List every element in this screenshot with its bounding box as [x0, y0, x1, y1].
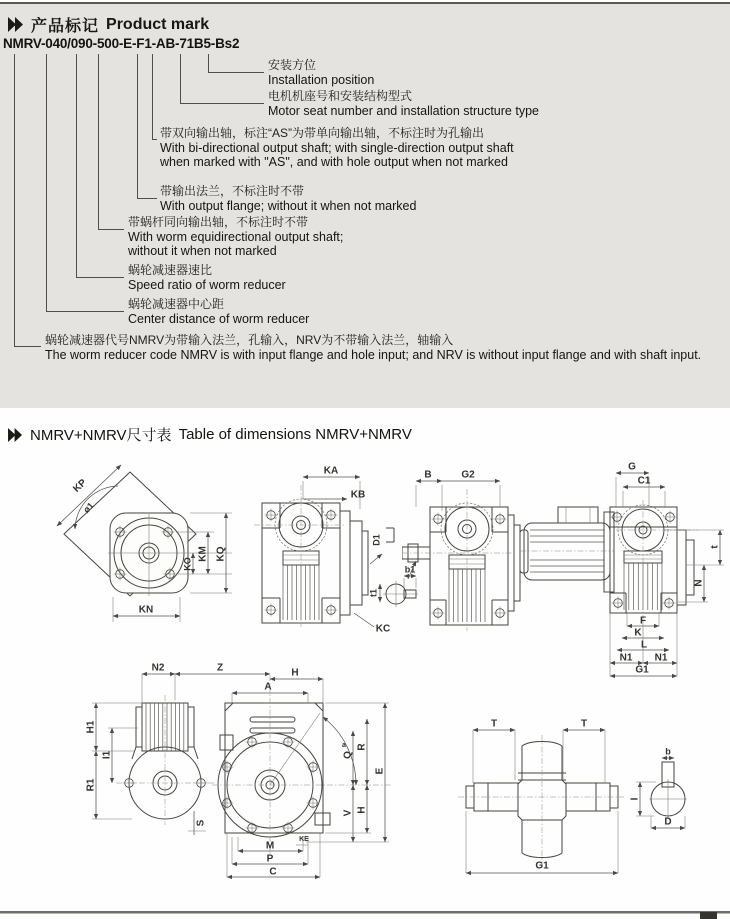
- output-shaft-drawing: [438, 683, 638, 883]
- b-key-dim-label: b: [665, 746, 671, 757]
- leader-line: [14, 346, 41, 347]
- label-cn: 带输出法兰，不标注时不带: [160, 184, 305, 198]
- label-bidirectional-shaft: [160, 126, 514, 170]
- front-and-end-view-drawing: [80, 655, 430, 890]
- r1-dim-label: R1: [85, 778, 97, 792]
- label-cn: 蜗轮减速器代号NMRV为带输入法兰，孔输入，NRV为不带输入法兰，轴输入: [45, 333, 454, 347]
- e-dim-label: E: [374, 767, 386, 775]
- kp-dim-label: KP: [71, 477, 89, 495]
- angle-a-dim-label: a: [342, 741, 346, 749]
- h-dim-label: H: [291, 667, 299, 679]
- k-dim-label: K: [634, 627, 642, 639]
- section2-title-en: Table of dimensions NMRV+NMRV: [178, 426, 412, 443]
- g2-dim-label: G2: [461, 469, 475, 481]
- m-dim-label: M: [265, 840, 275, 852]
- t-left-dim-label: T: [490, 718, 498, 730]
- kc-dim-label: KC: [375, 623, 391, 635]
- c1-dim-label: C1: [637, 475, 651, 487]
- label-en2: when marked with "AS", and with hole output when not marked: [160, 155, 508, 169]
- label-en: Center distance of worm reducer: [128, 311, 310, 326]
- km-dim-label: KM: [197, 546, 209, 562]
- label-installation-position: [268, 58, 374, 87]
- g1-shaft-dim-label: G1: [535, 860, 549, 872]
- flange-view-drawing: [56, 456, 256, 628]
- label-reducer-code: [45, 333, 701, 362]
- leader-line: [98, 229, 124, 230]
- motor-body: [520, 507, 614, 592]
- label-cn: 带蜗杆同向输出轴，不标注时不带: [128, 215, 309, 229]
- s-dim-label: S: [195, 819, 207, 827]
- section2-title-cn: NMRV+NMRV尺寸表: [30, 427, 172, 444]
- ka-dim-label: KA: [323, 465, 339, 477]
- label-worm-equidirectional-shaft: [128, 215, 343, 259]
- z-dim-label: Z: [216, 662, 224, 674]
- l-dim-label: L: [640, 639, 648, 651]
- i-dim-label: I: [629, 797, 641, 801]
- label-cn: 带双向输出轴，标注“AS”为带单向输出轴，不标注时为孔输出: [160, 126, 485, 140]
- product-code: NMRV-040/090-500-E-F1-AB-71B5-Bs2: [3, 36, 240, 51]
- label-en: Installation position: [268, 72, 375, 87]
- leader-line: [137, 54, 138, 198]
- h1-dim-label: H1: [85, 720, 97, 734]
- t1-dim-label: t1: [368, 588, 379, 598]
- dimension-table-header: [8, 424, 412, 445]
- q-dim-label: Q: [342, 751, 354, 759]
- label-cn: 蜗轮减速器速比: [128, 263, 213, 277]
- n1-dim-label: N1: [619, 652, 633, 664]
- label-cn: 蜗轮减速器中心距: [128, 297, 225, 311]
- leader-line: [137, 198, 157, 199]
- label-en: The worm reducer code NMRV is with input flange and hole input; and NRV is without input flange and with shaft input.: [45, 347, 702, 362]
- n1-dim-label: N1: [654, 652, 668, 664]
- section1-title-en: Product mark: [106, 15, 210, 33]
- front-view-body: [212, 675, 392, 855]
- v-dim-label: V: [342, 809, 354, 817]
- p-dim-label: P: [266, 853, 274, 865]
- leader-line: [76, 277, 124, 278]
- leader-line: [14, 54, 15, 346]
- leader-line: [208, 72, 264, 73]
- ko-dim-label: KO: [182, 557, 193, 571]
- i1-dim-label: I1: [101, 750, 113, 760]
- g-dim-label: G: [628, 461, 636, 473]
- label-en: Motor seat number and installation structure type: [268, 103, 539, 118]
- g1-dim-label: G1: [635, 664, 649, 676]
- bottom-rule-light: [0, 913, 730, 914]
- b1-dim-label: b1: [404, 564, 416, 575]
- label-motor-seat: [268, 89, 539, 118]
- assembly-dimensions: [610, 473, 724, 676]
- label-en: With output flange; without it when not marked: [160, 198, 417, 213]
- kb-dim-label: KB: [350, 489, 366, 501]
- section1-title-cn: 产品标记: [31, 18, 100, 35]
- kn-dim-label: KN: [138, 604, 154, 616]
- phi1-dim-label: ø1: [81, 500, 96, 515]
- n2-dim-label: N2: [151, 662, 165, 674]
- h-right-dim-label: H: [356, 806, 368, 814]
- section-marker-icon: [8, 428, 23, 442]
- label-cn: 电机机座号和安装结构型式: [268, 89, 413, 103]
- label-en: With bi-directional output shaft; with single-direction output shaft: [160, 140, 514, 155]
- leader-line: [152, 139, 157, 140]
- r-dim-label: R: [356, 743, 368, 751]
- section-marker-icon: [8, 17, 24, 32]
- leader-line: [46, 54, 47, 311]
- product-mark-header: [8, 13, 209, 36]
- end-view-body: [116, 695, 214, 825]
- leader-line: [76, 54, 77, 277]
- label-speed-ratio: [128, 263, 286, 292]
- t-dim-label: t: [709, 545, 721, 549]
- label-cn: 安装方位: [268, 58, 317, 72]
- label-en: Speed ratio of worm reducer: [128, 277, 286, 292]
- n-dim-label: N: [693, 579, 705, 587]
- leader-line: [98, 54, 99, 229]
- front-view-dimensions: [227, 679, 389, 877]
- leader-line: [46, 311, 124, 312]
- leader-line: [152, 54, 153, 139]
- shaft-geometry: [458, 735, 624, 865]
- section-geometry: [636, 758, 687, 828]
- page-corner-mark: [700, 912, 717, 919]
- ke-dim-label: KE: [299, 835, 309, 843]
- leader-line: [208, 54, 209, 72]
- t-right-dim-label: T: [580, 718, 588, 730]
- gearbox-body: [254, 485, 368, 627]
- leader-line: [180, 103, 264, 104]
- b-dim-label: B: [424, 469, 432, 481]
- f-dim-label: F: [639, 615, 647, 627]
- gearbox-body: [402, 489, 520, 631]
- a-dim-label: A: [264, 681, 272, 693]
- c-dim-label: C: [269, 866, 277, 878]
- motor-reducer-drawing: [518, 450, 730, 682]
- label-en: With worm equidirectional output shaft;: [128, 229, 344, 244]
- d1-dim-label: D1: [371, 534, 382, 546]
- label-output-flange: [160, 184, 416, 213]
- input-side-view-drawing: [402, 455, 537, 670]
- label-center-distance: [128, 297, 309, 326]
- end-view-dimensions: [92, 674, 270, 835]
- shaft-section-drawing: [626, 745, 726, 865]
- d-dim-label: D: [664, 816, 672, 828]
- leader-line: [180, 54, 181, 103]
- kq-dim-label: KQ: [215, 546, 227, 562]
- label-en2: without it when not marked: [128, 244, 277, 258]
